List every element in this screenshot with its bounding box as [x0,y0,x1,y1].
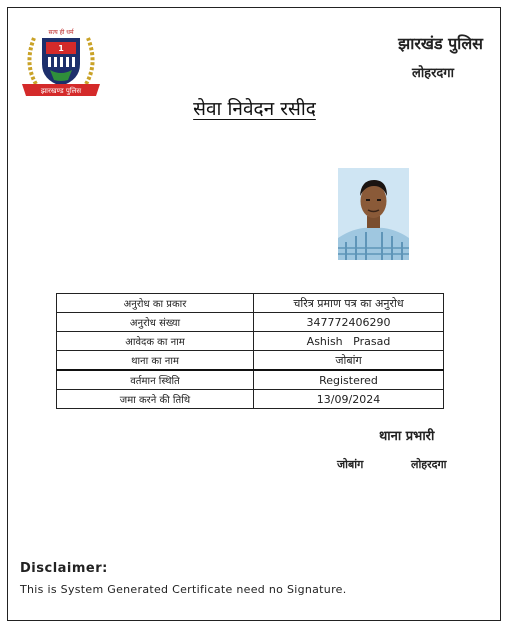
signature-district: लोहरदगा [411,458,447,471]
current-status-label: वर्तमान स्थिति [57,370,254,390]
disclaimer-text: This is System Generated Certificate need no Signature. [20,583,347,596]
signature-station: जोबांग [337,458,364,471]
applicant-name-value: Ashish Prasad [254,332,444,351]
emblem-motto: सत्य ही धर्म [48,29,74,36]
current-status-value: Registered [254,370,444,390]
request-type-label: अनुरोध का प्रकार [57,294,254,313]
table-row [57,294,444,313]
table-row [57,351,444,371]
organization-name: झारखंड पुलिस [398,34,483,53]
submission-date-value: 13/09/2024 [254,390,444,409]
table-row [57,313,444,332]
applicant-name-label: आवेदक का नाम [57,332,254,351]
jharkhand-police-emblem-icon [20,24,102,100]
page-title [0,95,509,121]
police-station-label: थाना का नाम [57,351,254,371]
applicant-photo [338,168,409,260]
district-name: लोहरदगा [412,66,454,81]
table-row [57,370,444,390]
emblem-banner-text: झारखण्ड पुलिस [40,87,82,95]
submission-date-label: जमा करने की तिथि [57,390,254,409]
request-number-value: 347772406290 [254,313,444,332]
svg-text:1: 1 [58,44,64,53]
officer-title: थाना प्रभारी [379,429,435,444]
table-row [57,332,444,351]
request-number-label: अनुरोध संख्या [57,313,254,332]
table-row [57,390,444,409]
disclaimer-heading: Disclaimer: [20,561,108,576]
request-type-value: चरित्र प्रमाण पत्र का अनुरोध [254,294,444,313]
receipt-details-table [56,293,444,409]
police-station-value: जोबांग [254,351,444,371]
page-title-text: सेवा निवेदन रसीद [193,98,316,120]
